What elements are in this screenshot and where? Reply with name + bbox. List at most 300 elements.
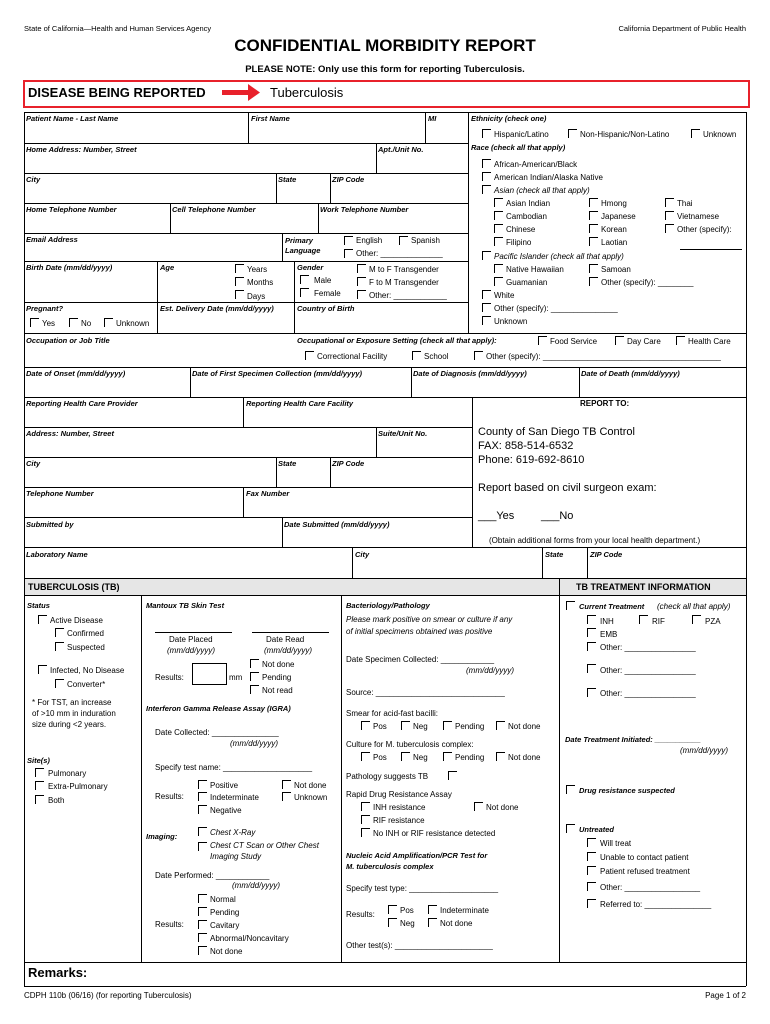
divider — [24, 367, 746, 368]
emb-label: EMB — [600, 630, 618, 639]
days-label: Days — [247, 292, 266, 301]
naa-indeterminate-label: Indeterminate — [440, 906, 489, 915]
rapid-not-done-label: Not done — [486, 803, 519, 812]
imaging-label: Imaging: — [146, 832, 178, 841]
confirmed-checkbox[interactable] — [55, 628, 64, 637]
lab-state-label: State — [545, 550, 564, 559]
extra-pulmonary-checkbox[interactable] — [35, 781, 44, 790]
cambodian-checkbox[interactable] — [494, 211, 503, 220]
divider — [24, 233, 468, 234]
lab-name-label: Laboratory Name — [26, 550, 88, 559]
current-treatment-note: (check all that apply) — [657, 602, 731, 611]
hmong-label: Hmong — [601, 199, 627, 208]
rapid-assay-label: Rapid Drug Resistance Assay — [346, 790, 452, 799]
igra-date-format: (mm/dd/yyyy) — [230, 739, 278, 748]
race-unknown-label: Unknown — [494, 317, 528, 326]
divider — [24, 397, 746, 398]
patient-refused-checkbox[interactable] — [587, 866, 596, 875]
culture-neg-checkbox[interactable] — [401, 752, 410, 761]
correctional-label: Correctional Facility — [317, 352, 388, 361]
work-phone-label: Work Telephone Number — [320, 205, 409, 214]
bacteriology-label: Bacteriology/Pathology — [346, 601, 430, 610]
country-birth-label: Country of Birth — [297, 304, 355, 313]
day-care-checkbox[interactable] — [615, 336, 624, 345]
date-performed-label: Date Performed: ____________ — [155, 871, 270, 880]
inh-resistance-checkbox[interactable] — [361, 802, 370, 811]
untreated-checkbox[interactable] — [566, 824, 575, 833]
smear-not-done-label: Not done — [508, 722, 541, 731]
bacteriology-note-1: Please mark positive on smear or culture if any — [346, 615, 513, 624]
health-care-checkbox[interactable] — [676, 336, 685, 345]
civil-no[interactable]: ___No — [541, 510, 574, 522]
divider — [425, 112, 426, 143]
remarks-label: Remarks: — [28, 965, 88, 980]
imaging-pending-checkbox[interactable] — [198, 907, 207, 916]
divider — [24, 261, 468, 262]
tst-note-3: size during <2 years. — [32, 720, 107, 729]
culture-not-done-label: Not done — [508, 753, 541, 762]
filipino-checkbox[interactable] — [494, 237, 503, 246]
divider — [352, 547, 353, 578]
culture-pending-checkbox[interactable] — [443, 752, 452, 761]
asian-label: Asian (check all that apply) — [494, 186, 590, 195]
rif-checkbox[interactable] — [639, 615, 648, 624]
treatment-other2-checkbox[interactable] — [587, 664, 596, 673]
asian-checkbox[interactable] — [482, 185, 491, 194]
date-performed-format: (mm/dd/yyyy) — [232, 881, 280, 890]
naa-label-2: M. tuberculosis complex — [346, 862, 434, 871]
igra-label: Interferon Gamma Release Assay (IGRA) — [146, 704, 291, 713]
korean-label: Korean — [601, 225, 627, 234]
other-gender-label: Other: ____________ — [369, 291, 447, 300]
m-to-f-checkbox[interactable] — [357, 264, 366, 273]
divider — [330, 173, 331, 203]
divider — [24, 986, 746, 987]
date-submitted-label: Date Submitted (mm/dd/yyyy) — [284, 520, 390, 529]
arrow-right-icon — [222, 83, 262, 103]
f-to-m-checkbox[interactable] — [357, 277, 366, 286]
english-label: English — [356, 236, 383, 245]
inh-checkbox[interactable] — [587, 615, 596, 624]
divider — [472, 397, 473, 547]
provider-fax-label: Fax Number — [246, 489, 290, 498]
infected-checkbox[interactable] — [38, 665, 47, 674]
obtain-forms-note: (Obtain additional forms from your local health department.) — [489, 536, 701, 545]
culture-not-done-checkbox[interactable] — [496, 752, 505, 761]
divider — [587, 547, 588, 578]
naa-neg-checkbox[interactable] — [388, 918, 397, 927]
divider — [24, 203, 468, 204]
american-indian-checkbox[interactable] — [482, 172, 491, 181]
laotian-label: Laotian — [601, 238, 628, 247]
age-label: Age — [160, 263, 175, 272]
pi-other-checkbox[interactable] — [589, 277, 598, 286]
untreated-other-label: Other: _________________ — [600, 883, 701, 892]
current-treatment-checkbox[interactable] — [566, 601, 575, 610]
divider — [318, 203, 319, 233]
hmong-checkbox[interactable] — [589, 198, 598, 207]
asian-indian-checkbox[interactable] — [494, 198, 503, 207]
non-hispanic-label: Non-Hispanic/Non-Latino — [580, 130, 670, 139]
smear-not-done-checkbox[interactable] — [496, 721, 505, 730]
cambodian-label: Cambodian — [506, 212, 547, 221]
other-language-checkbox[interactable] — [344, 249, 353, 258]
treatment-other3-label: Other: ________________ — [600, 689, 696, 698]
referred-checkbox[interactable] — [587, 899, 596, 908]
korean-checkbox[interactable] — [589, 224, 598, 233]
race-other-label: Other (specify): _______________ — [494, 304, 618, 313]
unable-contact-checkbox[interactable] — [587, 852, 596, 861]
male-checkbox[interactable] — [300, 275, 309, 284]
other-gender-checkbox[interactable] — [357, 290, 366, 299]
occupation-other-checkbox[interactable] — [474, 351, 483, 360]
native-hawaiian-checkbox[interactable] — [494, 264, 503, 273]
asian-other-label: Other (specify): — [677, 225, 732, 234]
igra-indeterminate-label: Indeterminate — [210, 793, 259, 802]
chest-ct-checkbox[interactable] — [198, 842, 207, 851]
pathology-checkbox[interactable] — [448, 771, 457, 780]
smear-pos-checkbox[interactable] — [361, 721, 370, 730]
state-label: State — [278, 175, 297, 184]
rapid-not-done-checkbox[interactable] — [474, 802, 483, 811]
health-care-label: Health Care — [688, 337, 731, 346]
culture-label: Culture for M. tuberculosis complex: — [346, 740, 474, 749]
pacific-checkbox[interactable] — [482, 251, 491, 260]
bacteriology-note-2: of initial specimens obtained was positive — [346, 627, 493, 636]
will-treat-checkbox[interactable] — [587, 838, 596, 847]
specimen-format: (mm/dd/yyyy) — [466, 666, 514, 675]
naa-not-done-label: Not done — [440, 919, 473, 928]
divider — [24, 517, 472, 518]
pregnant-unknown-label: Unknown — [116, 319, 150, 328]
naa-not-done-checkbox[interactable] — [428, 918, 437, 927]
smear-pending-label: Pending — [455, 722, 485, 731]
african-checkbox[interactable] — [482, 159, 491, 168]
civil-yes[interactable]: ___Yes — [478, 510, 515, 522]
report-to-label: REPORT TO: — [580, 399, 630, 408]
tst-not-done-checkbox[interactable] — [250, 659, 259, 668]
first-name-label: First Name — [251, 114, 290, 123]
divider — [24, 143, 468, 144]
divider — [24, 547, 746, 548]
culture-neg-label: Neg — [413, 753, 428, 762]
ethnicity-label: Ethnicity (check one) — [471, 114, 547, 123]
pathology-label: Pathology suggests TB — [346, 772, 429, 781]
normal-checkbox[interactable] — [198, 894, 207, 903]
tb-section-title: TUBERCULOSIS (TB) — [28, 582, 120, 592]
infected-label: Infected, No Disease — [50, 666, 125, 675]
pulmonary-label: Pulmonary — [48, 769, 87, 778]
chest-xray-checkbox[interactable] — [198, 827, 207, 836]
chinese-label: Chinese — [506, 225, 536, 234]
samoan-label: Samoan — [601, 265, 631, 274]
divider — [376, 143, 377, 173]
inh-resistance-label: INH resistance — [373, 803, 426, 812]
diagnosis-label: Date of Diagnosis (mm/dd/yyyy) — [413, 369, 527, 378]
patient-refused-label: Patient refused treatment — [600, 867, 690, 876]
naa-specify-type: Specify test type: ____________________ — [346, 884, 499, 893]
igra-indeterminate-checkbox[interactable] — [198, 792, 207, 801]
pregnant-no-checkbox[interactable] — [69, 318, 78, 327]
tst-results-label: Results: — [155, 673, 184, 682]
divider — [341, 595, 342, 962]
both-checkbox[interactable] — [35, 795, 44, 804]
school-label: School — [424, 352, 449, 361]
divider — [24, 112, 746, 113]
hispanic-label: Hispanic/Latino — [494, 130, 549, 139]
inh-label: INH — [600, 617, 614, 626]
submitted-by-label: Submitted by — [26, 520, 74, 529]
f-to-m-label: F to M Transgender — [369, 278, 439, 287]
mm-label: mm — [229, 673, 243, 682]
asian-other-line[interactable] — [680, 249, 742, 250]
asian-other-checkbox[interactable] — [665, 224, 674, 233]
months-checkbox[interactable] — [235, 277, 244, 286]
treatment-other1-checkbox[interactable] — [587, 642, 596, 651]
female-checkbox[interactable] — [300, 288, 309, 297]
divider — [276, 173, 277, 203]
divider — [243, 487, 244, 517]
divider — [170, 203, 171, 233]
school-checkbox[interactable] — [412, 351, 421, 360]
filipino-label: Filipino — [506, 238, 532, 247]
divider — [746, 112, 747, 986]
english-checkbox[interactable] — [344, 236, 353, 245]
treatment-section-title: TB TREATMENT INFORMATION — [576, 582, 711, 592]
chinese-checkbox[interactable] — [494, 224, 503, 233]
samoan-checkbox[interactable] — [589, 264, 598, 273]
race-other-checkbox[interactable] — [482, 303, 491, 312]
other-language-label: Other: ______________ — [356, 249, 443, 258]
native-hawaiian-label: Native Hawaiian — [506, 265, 564, 274]
drug-resistance-checkbox[interactable] — [566, 785, 575, 794]
igra-positive-checkbox[interactable] — [198, 780, 207, 789]
date-treatment-initiated: Date Treatment Initiated: ___________ — [565, 735, 701, 744]
rif-resistance-label: RIF resistance — [373, 816, 425, 825]
non-hispanic-checkbox[interactable] — [568, 129, 577, 138]
tst-pending-checkbox[interactable] — [250, 672, 259, 681]
days-checkbox[interactable] — [235, 290, 244, 299]
day-care-label: Day Care — [627, 337, 661, 346]
divider — [579, 367, 580, 397]
civil-surgeon-label: Report based on civil surgeon exam: — [478, 482, 657, 494]
rif-resistance-checkbox[interactable] — [361, 815, 370, 824]
confirmed-label: Confirmed — [67, 629, 104, 638]
ethnicity-unknown-label: Unknown — [703, 130, 737, 139]
guamanian-checkbox[interactable] — [494, 277, 503, 286]
naa-neg-label: Neg — [400, 919, 415, 928]
date-treatment-format: (mm/dd/yyyy) — [680, 746, 728, 755]
date-read-format: (mm/dd/yyyy) — [264, 646, 312, 655]
naa-results-label: Results: — [346, 910, 375, 919]
pulmonary-checkbox[interactable] — [35, 768, 44, 777]
facility-label: Reporting Health Care Facility — [246, 399, 354, 408]
untreated-other-checkbox[interactable] — [587, 882, 596, 891]
emb-checkbox[interactable] — [587, 628, 596, 637]
converter-checkbox[interactable] — [55, 679, 64, 688]
race-unknown-checkbox[interactable] — [482, 316, 491, 325]
food-service-checkbox[interactable] — [538, 336, 547, 345]
occupation-other-label: Other (specify): ________________________________________ — [486, 352, 721, 361]
race-label: Race (check all that apply) — [471, 143, 566, 152]
naa-pos-checkbox[interactable] — [388, 905, 397, 914]
unable-contact-label: Unable to contact patient — [600, 853, 689, 862]
male-label: Male — [314, 276, 332, 285]
imaging-not-done-label: Not done — [210, 947, 243, 956]
sites-label: Site(s) — [27, 756, 50, 765]
food-service-label: Food Service — [550, 337, 598, 346]
smear-neg-checkbox[interactable] — [401, 721, 410, 730]
smear-pos-label: Pos — [373, 722, 387, 731]
mi-label: MI — [428, 114, 437, 123]
provider-zip-label: ZIP Code — [332, 459, 365, 468]
divider — [330, 457, 331, 487]
smear-neg-label: Neg — [413, 722, 428, 731]
imaging-not-done-checkbox[interactable] — [198, 946, 207, 955]
suite-label: Suite/Unit No. — [378, 429, 428, 438]
divider — [276, 457, 277, 487]
pza-checkbox[interactable] — [692, 615, 701, 624]
african-label: African-American/Black — [494, 160, 578, 169]
pregnant-yes-checkbox[interactable] — [30, 318, 39, 327]
divider — [282, 517, 283, 547]
email-label: Email Address — [26, 235, 78, 244]
divider — [24, 457, 472, 458]
vietnamese-checkbox[interactable] — [665, 211, 674, 220]
divider — [282, 233, 283, 261]
cavitary-checkbox[interactable] — [198, 920, 207, 929]
divider — [24, 112, 25, 986]
report-to-fax: FAX: 858-514-6532 — [478, 440, 574, 452]
no-resistance-checkbox[interactable] — [361, 828, 370, 837]
smear-pending-checkbox[interactable] — [443, 721, 452, 730]
abnormal-checkbox[interactable] — [198, 933, 207, 942]
pregnant-no-label: No — [81, 319, 92, 328]
culture-pos-label: Pos — [373, 753, 387, 762]
provider-state-label: State — [278, 459, 297, 468]
disease-value[interactable]: Tuberculosis — [270, 85, 344, 100]
naa-label: Nucleic Acid Amplification/PCR Test for — [346, 851, 488, 860]
igra-positive-label: Positive — [210, 781, 239, 790]
imaging-results-label: Results: — [155, 920, 184, 929]
language-label: Language — [285, 246, 321, 255]
divider — [24, 487, 472, 488]
apt-label: Apt./Unit No. — [378, 145, 424, 154]
naa-indeterminate-checkbox[interactable] — [428, 905, 437, 914]
divider — [141, 595, 142, 962]
guamanian-label: Guamanian — [506, 278, 548, 287]
tst-mm-input[interactable] — [192, 663, 227, 685]
months-label: Months — [247, 278, 274, 287]
asian-indian-label: Asian Indian — [506, 199, 551, 208]
imaging-study-label: Imaging Study — [210, 852, 262, 861]
active-disease-label: Active Disease — [50, 616, 103, 625]
white-label: White — [494, 291, 515, 300]
treatment-other2-label: Other: ________________ — [600, 666, 696, 675]
tst-not-read-checkbox[interactable] — [250, 685, 259, 694]
american-indian-label: American Indian/Alaska Native — [494, 173, 603, 182]
laotian-checkbox[interactable] — [589, 237, 598, 246]
thai-checkbox[interactable] — [665, 198, 674, 207]
correctional-checkbox[interactable] — [305, 351, 314, 360]
igra-unknown-label: Unknown — [294, 793, 328, 802]
divider — [468, 112, 469, 333]
divider — [24, 333, 746, 334]
status-label: Status — [27, 601, 50, 610]
current-treatment-label: Current Treatment — [579, 602, 645, 611]
tst-note-2: of >10 mm in induration — [32, 709, 116, 718]
tst-not-done-label: Not done — [262, 660, 295, 669]
exposure-setting-label: Occupational or Exposure Setting (check all that apply): — [297, 336, 497, 345]
drug-resistance-label: Drug resistance suspected — [579, 786, 675, 795]
treatment-other3-checkbox[interactable] — [587, 688, 596, 697]
abnormal-label: Abnormal/Noncavitary — [210, 934, 289, 943]
page-number: Page 1 of 2 — [705, 991, 746, 1000]
divider — [294, 261, 295, 333]
home-phone-label: Home Telephone Number — [26, 205, 117, 214]
igra-negative-label: Negative — [210, 806, 242, 815]
tst-not-read-label: Not read — [262, 686, 293, 695]
est-delivery-label: Est. Delivery Date (mm/dd/yyyy) — [160, 304, 274, 313]
date-placed-format: (mm/dd/yyyy) — [167, 646, 215, 655]
years-checkbox[interactable] — [235, 264, 244, 273]
cell-phone-label: Cell Telephone Number — [172, 205, 256, 214]
date-read-line[interactable] — [252, 632, 329, 633]
lab-zip-label: ZIP Code — [590, 550, 623, 559]
igra-negative-checkbox[interactable] — [198, 805, 207, 814]
extra-pulmonary-label: Extra-Pulmonary — [48, 782, 108, 791]
igra-not-done-checkbox[interactable] — [282, 780, 291, 789]
ethnicity-unknown-checkbox[interactable] — [691, 129, 700, 138]
divider — [157, 261, 158, 333]
divider — [24, 302, 468, 303]
culture-pending-label: Pending — [455, 753, 485, 762]
pregnant-unknown-checkbox[interactable] — [104, 318, 113, 327]
spanish-checkbox[interactable] — [399, 236, 408, 245]
page-title: CONFIDENTIAL MORBIDITY REPORT — [234, 36, 536, 55]
divider — [411, 367, 412, 397]
culture-pos-checkbox[interactable] — [361, 752, 370, 761]
japanese-checkbox[interactable] — [589, 211, 598, 220]
primary-language-label: Primary — [285, 236, 313, 245]
untreated-label: Untreated — [579, 825, 615, 834]
igra-not-done-label: Not done — [294, 781, 327, 790]
igra-results-label: Results: — [155, 792, 184, 801]
gender-label: Gender — [297, 263, 324, 272]
tst-pending-label: Pending — [262, 673, 292, 682]
active-disease-checkbox[interactable] — [38, 615, 47, 624]
divider — [190, 367, 191, 397]
white-checkbox[interactable] — [482, 290, 491, 299]
smear-label: Smear for acid-fast bacilli: — [346, 709, 439, 718]
vietnamese-label: Vietnamese — [677, 212, 720, 221]
provider-telephone-label: Telephone Number — [26, 489, 94, 498]
pacific-label: Pacific Islander (check all that apply) — [494, 252, 624, 261]
normal-label: Normal — [210, 895, 236, 904]
lab-city-label: City — [355, 550, 370, 559]
divider — [243, 397, 244, 427]
suspected-checkbox[interactable] — [55, 642, 64, 651]
divider — [24, 962, 746, 963]
hispanic-checkbox[interactable] — [482, 129, 491, 138]
igra-unknown-checkbox[interactable] — [282, 792, 291, 801]
date-read-label: Date Read — [266, 635, 305, 644]
pregnant-label: Pregnant? — [26, 304, 64, 313]
date-placed-line[interactable] — [155, 632, 232, 633]
city-label: City — [26, 175, 41, 184]
mantoux-label: Mantoux TB Skin Test — [146, 601, 225, 610]
last-name-label: Patient Name - Last Name — [26, 114, 119, 123]
